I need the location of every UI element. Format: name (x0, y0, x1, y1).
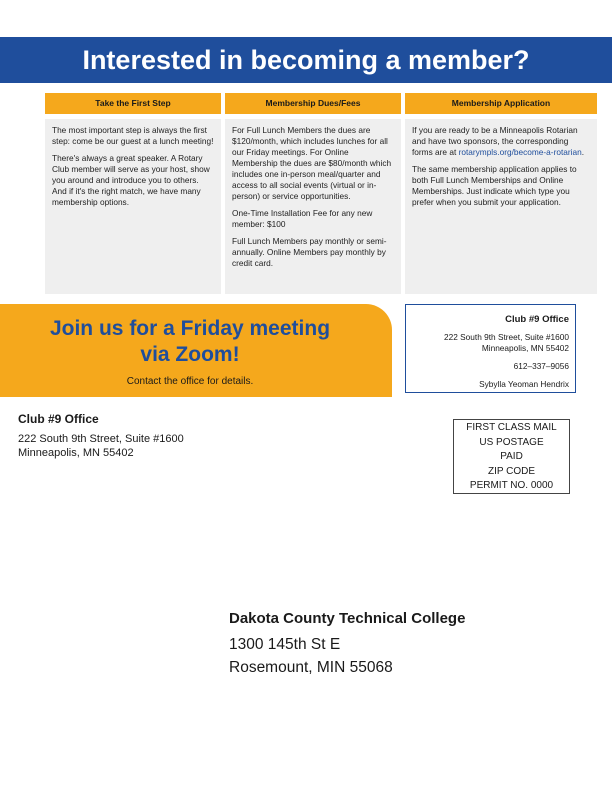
contact-card (405, 304, 576, 393)
postage-line: US POSTAGE (479, 436, 544, 448)
contact-card-phone: 612–337–9056 (513, 361, 569, 371)
zoom-title-line: via Zoom! (140, 343, 240, 366)
return-address (18, 412, 184, 460)
return-address-name: Club #9 Office (18, 412, 99, 426)
column-header-application: Membership Application (405, 93, 597, 114)
postage-line: FIRST CLASS MAIL (466, 422, 557, 433)
contact-card-address: 222 South 9th Street, Suite #1600 (443, 332, 569, 342)
postage-indicia (453, 419, 570, 494)
application-paragraph (412, 125, 590, 158)
installation-fee-paragraph: One-Time Installation Fee for any new member: $100 (232, 208, 373, 229)
payment-paragraph: Full Lunch Members pay monthly or semi-annually. Online Members pay monthly by credit card. (232, 236, 387, 268)
column-header-first-step: Take the First Step (45, 93, 221, 114)
column-body-dues (225, 119, 401, 294)
first-step-paragraph: The most important step is always the first step: come be our guest at a lunch meeting! (52, 125, 214, 146)
become-rotarian-link[interactable]: rotarympls.org/become-a-rotarian (458, 147, 582, 157)
postage-line: ZIP CODE (487, 465, 536, 477)
application-intro-end: . (581, 147, 585, 157)
recipient-address-line: Rosemount, MIN 55068 (229, 659, 393, 676)
column-header-dues: Membership Dues/Fees (225, 93, 401, 114)
return-address-line: 222 South 9th Street, Suite #1600 (18, 433, 184, 445)
zoom-title (25, 316, 355, 368)
postage-line: PERMIT NO. 0000 (469, 480, 554, 491)
application-paragraph: The same membership application applies to both Full Lunch Memberships and Online Memberships. Just indicate which type you prefer when you submit your application. (412, 164, 577, 207)
zoom-title-line: Join us for a Friday meeting (49, 317, 331, 340)
dues-paragraph: For Full Lunch Members the dues are $120/month, which includes lunches for all our Friday meetings. For Online Membership the dues are $80/month which includes one in-person meal/quarter and access to all social events (virtual or in-person) or service opportunities. (232, 125, 392, 201)
contact-card-person: Sybylla Yeoman Hendrix (479, 379, 569, 389)
contact-card-name: Club #9 Office (505, 314, 569, 325)
page-title-banner (0, 37, 612, 83)
column-body-application (405, 119, 597, 294)
application-intro: If you are ready to be a Minneapolis Rotarian and have two sponsors, the corresponding forms are at (412, 125, 578, 157)
first-step-paragraph: There's always a great speaker. A Rotary Club member will serve as your host, show you around and introduce you to others. And if it's the right match, we have many membership options. (52, 153, 210, 207)
column-body-first-step (45, 119, 221, 294)
return-address-line: Minneapolis, MN 55402 (18, 447, 134, 459)
page-title: Interested in becoming a member? (82, 45, 530, 75)
postage-line: PAID (500, 451, 523, 462)
contact-card-address: Minneapolis, MN 55402 (481, 343, 569, 353)
zoom-subtitle: Contact the office for details. (126, 376, 254, 387)
recipient-name: Dakota County Technical College (229, 610, 466, 627)
recipient-address (229, 610, 465, 679)
recipient-address-line: 1300 145th St E (229, 636, 341, 653)
